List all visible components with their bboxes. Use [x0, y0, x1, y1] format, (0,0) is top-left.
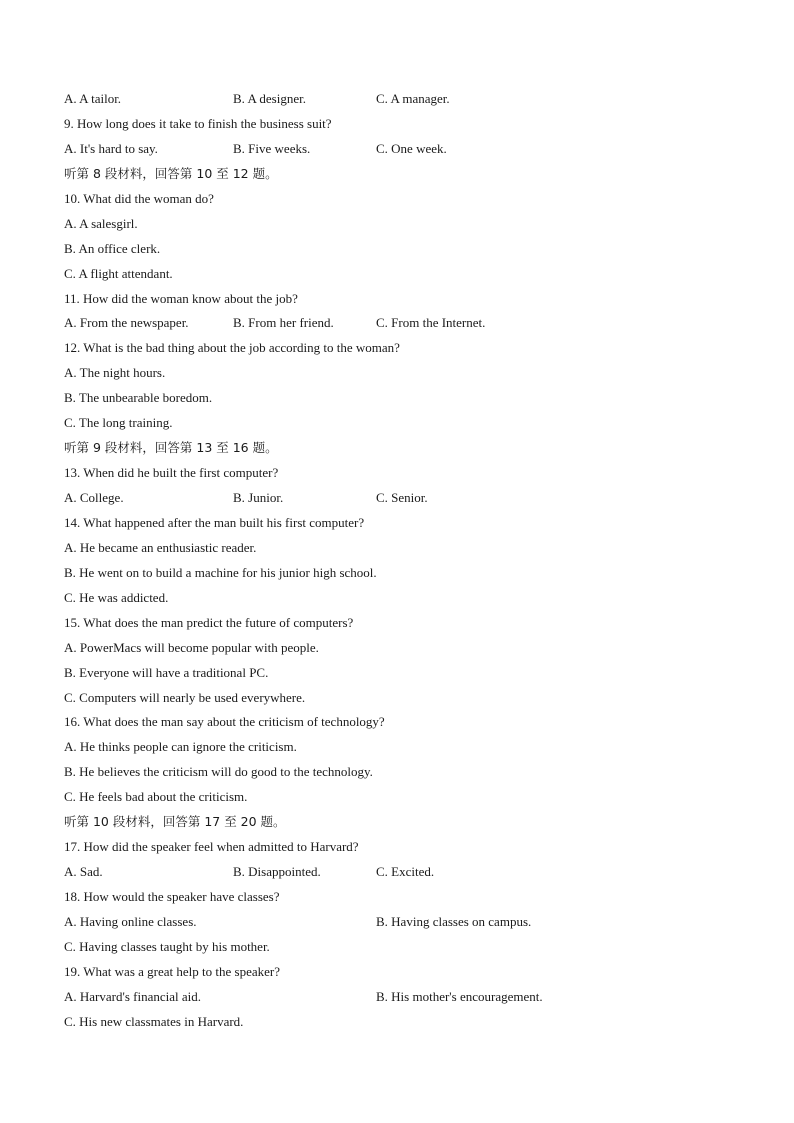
text-line: 13. When did he built the first computer?	[64, 465, 279, 481]
option-a: A. It's hard to say.	[64, 140, 158, 156]
text-line: B. The unbearable boredom.	[64, 390, 213, 406]
option-row	[64, 912, 744, 937]
text-line: 15. What does the man predict the future of computers?	[64, 614, 354, 630]
option-a: A. College.	[64, 490, 124, 505]
section-heading: 听第 9 段材料，回答第 13 至 16 题。	[64, 440, 278, 456]
option-row	[64, 862, 744, 887]
option-row	[64, 313, 744, 338]
option-c: C. A manager.	[376, 91, 450, 106]
option-row	[64, 89, 744, 114]
option-b: B. Disappointed.	[233, 864, 321, 880]
option-a: A. Sad.	[64, 864, 103, 880]
text-line: C. Having classes taught by his mother.	[64, 938, 270, 954]
text-line: B. Everyone will have a traditional PC.	[64, 664, 269, 680]
option-c: C. From the Internet.	[376, 315, 486, 331]
option-a: A. From the newspaper.	[64, 315, 189, 331]
text-line: B. An office clerk.	[64, 240, 161, 256]
text-line: 17. How did the speaker feel when admitted to Harvard?	[64, 839, 359, 855]
text-line: 10. What did the woman do?	[64, 190, 214, 206]
text-line: A. He thinks people can ignore the criticism.	[64, 739, 297, 755]
text-line: 12. What is the bad thing about the job according to the woman?	[64, 340, 400, 356]
text-line: 19. What was a great help to the speaker?	[64, 963, 280, 979]
text-line: 16. What does the man say about the criticism of technology?	[64, 714, 385, 730]
section-heading: 听第 10 段材料，回答第 17 至 20 题。	[64, 814, 286, 830]
text-line: 9. How long does it take to finish the business suit?	[64, 115, 332, 131]
text-line: C. He feels bad about the criticism.	[64, 789, 248, 805]
text-line: A. A salesgirl.	[64, 215, 138, 231]
text-line: 14. What happened after the man built his first computer?	[64, 514, 365, 530]
text-line: C. His new classmates in Harvard.	[64, 1013, 244, 1029]
option-b: B. Five weeks.	[233, 140, 311, 156]
option-c: C. Senior.	[376, 490, 428, 505]
option-row	[64, 488, 744, 513]
text-line: C. He was addicted.	[64, 589, 169, 605]
text-line: A. The night hours.	[64, 365, 166, 381]
option-b: B. Junior.	[233, 490, 284, 505]
option-row	[64, 987, 744, 1012]
option-b: B. Having classes on campus.	[376, 913, 532, 929]
option-row	[64, 139, 744, 164]
option-c: C. Excited.	[376, 864, 435, 880]
text-line: B. He believes the criticism will do good to the technology.	[64, 764, 373, 780]
option-c: C. One week.	[376, 140, 447, 156]
text-line: B. He went on to build a machine for his junior high school.	[64, 564, 377, 580]
text-line: A. PowerMacs will become popular with people.	[64, 639, 319, 655]
text-line: 11. How did the woman know about the job?	[64, 290, 298, 306]
text-line: 18. How would the speaker have classes?	[64, 889, 280, 904]
option-a: A. Harvard's financial aid.	[64, 988, 201, 1004]
option-b: B. His mother's encouragement.	[376, 988, 543, 1004]
option-a: A. A tailor.	[64, 91, 122, 106]
text-line: C. The long training.	[64, 415, 173, 431]
option-b: B. A designer.	[233, 91, 306, 106]
text-line: C. Computers will nearly be used everywhere.	[64, 689, 306, 705]
section-heading: 听第 8 段材料，回答第 10 至 12 题。	[64, 165, 278, 181]
document-page	[64, 89, 744, 1037]
text-line: C. A flight attendant.	[64, 265, 173, 281]
option-a: A. Having online classes.	[64, 913, 197, 929]
option-b: B. From her friend.	[233, 315, 334, 331]
text-line: A. He became an enthusiastic reader.	[64, 539, 257, 555]
